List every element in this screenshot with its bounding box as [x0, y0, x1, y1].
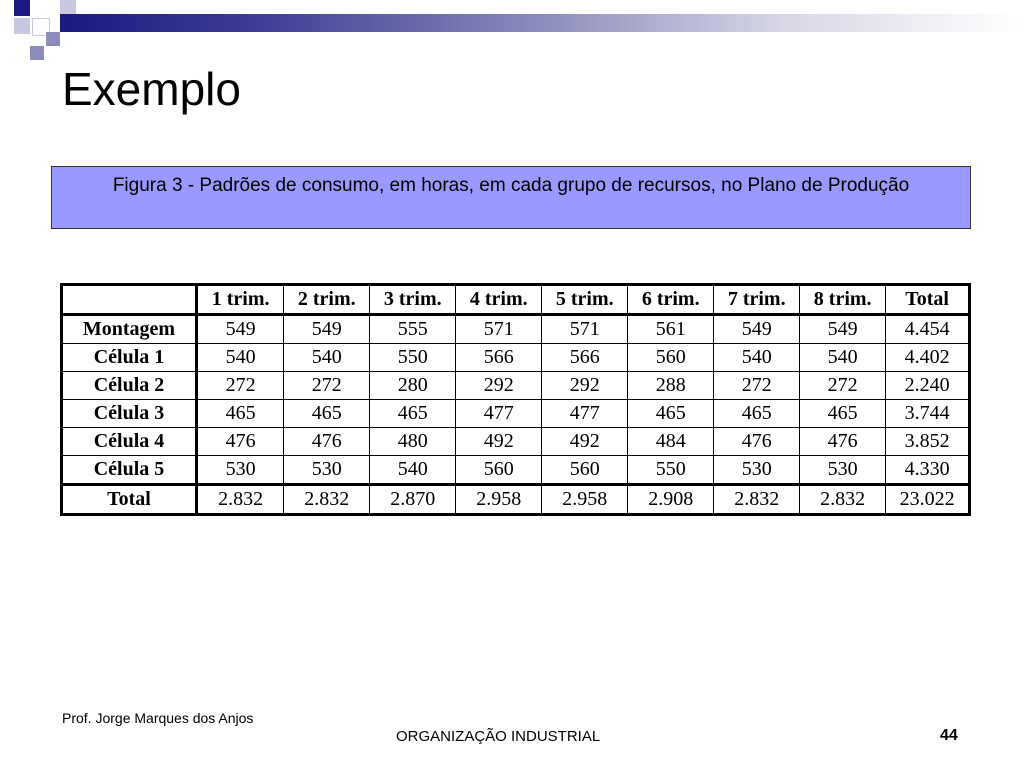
table-cell: 4.330	[886, 456, 970, 485]
table-cell: 560	[628, 344, 714, 372]
table-cell: 549	[284, 315, 370, 344]
table-cell: 465	[628, 400, 714, 428]
figure-caption: Figura 3 - Padrões de consumo, em horas, em cada grupo de recursos, no Plano de Produção	[51, 166, 971, 229]
consumption-table	[60, 283, 971, 516]
table-cell: 272	[800, 372, 886, 400]
table-cell: 2.832	[197, 485, 284, 515]
table-cell: 465	[714, 400, 800, 428]
row-label: Célula 1	[62, 344, 197, 372]
page-number: 44	[940, 727, 958, 744]
table-cell: 492	[456, 428, 542, 456]
table-cell: 2.832	[800, 485, 886, 515]
table-row	[62, 485, 970, 515]
table-cell: 288	[628, 372, 714, 400]
table-cell: 2.870	[370, 485, 456, 515]
table-cell: 476	[800, 428, 886, 456]
table-cell: 555	[370, 315, 456, 344]
table-cell: 2.958	[542, 485, 628, 515]
table-cell: 2.908	[628, 485, 714, 515]
row-label: Célula 3	[62, 400, 197, 428]
table-cell: 2.240	[886, 372, 970, 400]
table-body	[62, 315, 970, 515]
table-cell: 292	[456, 372, 542, 400]
table-cell: 540	[197, 344, 284, 372]
table-row	[62, 456, 970, 485]
header-cell: 6 trim.	[628, 285, 714, 315]
table-cell: 571	[542, 315, 628, 344]
table-cell: 561	[628, 315, 714, 344]
header-cell: 8 trim.	[800, 285, 886, 315]
header-cell: 5 trim.	[542, 285, 628, 315]
table-cell: 571	[456, 315, 542, 344]
table-cell: 2.958	[456, 485, 542, 515]
footer-author: Prof. Jorge Marques dos Anjos	[62, 710, 254, 726]
header-cell: Total	[886, 285, 970, 315]
table-row	[62, 372, 970, 400]
decor-square	[14, 18, 30, 34]
header-gradient-bar	[60, 14, 1024, 32]
table-cell: 476	[197, 428, 284, 456]
table-row	[62, 400, 970, 428]
table-cell: 549	[714, 315, 800, 344]
row-label: Célula 5	[62, 456, 197, 485]
table-cell: 530	[800, 456, 886, 485]
row-label: Total	[62, 485, 197, 515]
table-cell: 566	[456, 344, 542, 372]
table-row	[62, 428, 970, 456]
table-cell: 465	[370, 400, 456, 428]
table-header-row	[62, 285, 970, 315]
decor-square	[30, 46, 44, 60]
table-cell: 476	[284, 428, 370, 456]
table-cell: 272	[714, 372, 800, 400]
table-row	[62, 344, 970, 372]
table-cell: 549	[197, 315, 284, 344]
header-cell: 3 trim.	[370, 285, 456, 315]
table-cell: 530	[197, 456, 284, 485]
table-cell: 566	[542, 344, 628, 372]
table-cell: 530	[714, 456, 800, 485]
table-cell: 540	[800, 344, 886, 372]
row-label: Célula 4	[62, 428, 197, 456]
table-cell: 560	[456, 456, 542, 485]
row-label: Célula 2	[62, 372, 197, 400]
table-cell: 4.454	[886, 315, 970, 344]
table-cell: 540	[714, 344, 800, 372]
table-cell: 550	[628, 456, 714, 485]
table-cell: 280	[370, 372, 456, 400]
table-cell: 484	[628, 428, 714, 456]
table-cell: 492	[542, 428, 628, 456]
table-cell: 477	[542, 400, 628, 428]
decor-square	[14, 0, 30, 16]
table-cell: 2.832	[284, 485, 370, 515]
table-cell: 3.852	[886, 428, 970, 456]
footer-course: ORGANIZAÇÃO INDUSTRIAL	[396, 728, 601, 745]
table-cell: 23.022	[886, 485, 970, 515]
decor-square	[60, 0, 76, 14]
table-cell: 2.832	[714, 485, 800, 515]
header-cell: 7 trim.	[714, 285, 800, 315]
table-cell: 465	[197, 400, 284, 428]
table-cell: 560	[542, 456, 628, 485]
table-cell: 4.402	[886, 344, 970, 372]
table-cell: 480	[370, 428, 456, 456]
row-label: Montagem	[62, 315, 197, 344]
header-cell: 2 trim.	[284, 285, 370, 315]
table-row	[62, 315, 970, 344]
table-cell: 272	[284, 372, 370, 400]
table-cell: 530	[284, 456, 370, 485]
header-cell: 1 trim.	[197, 285, 284, 315]
header-cell: 4 trim.	[456, 285, 542, 315]
table-cell: 465	[284, 400, 370, 428]
table-cell: 272	[197, 372, 284, 400]
table-cell: 540	[284, 344, 370, 372]
table-cell: 550	[370, 344, 456, 372]
slide-title: Exemplo	[62, 63, 241, 115]
table-cell: 477	[456, 400, 542, 428]
table-cell: 3.744	[886, 400, 970, 428]
decor-square	[46, 32, 60, 46]
table-cell: 476	[714, 428, 800, 456]
table-cell: 549	[800, 315, 886, 344]
table-cell: 465	[800, 400, 886, 428]
table-cell: 292	[542, 372, 628, 400]
header-cell	[62, 285, 197, 315]
table-cell: 540	[370, 456, 456, 485]
